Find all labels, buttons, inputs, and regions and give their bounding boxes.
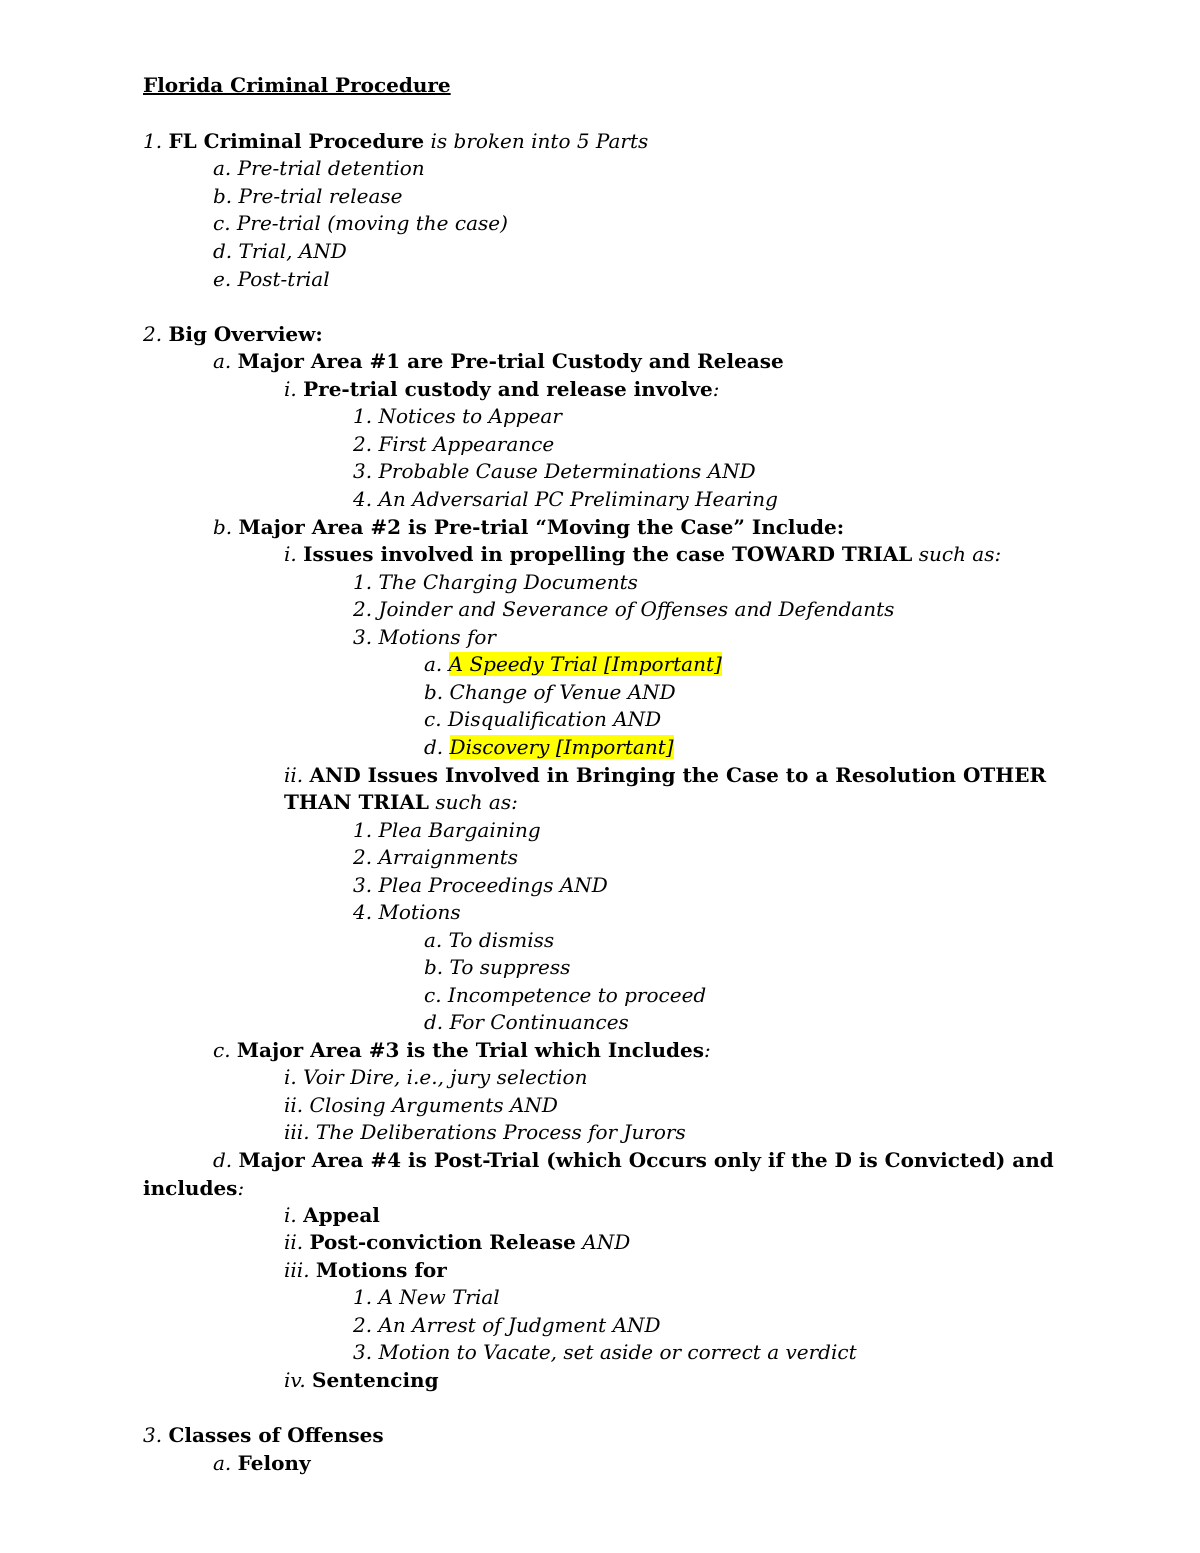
list-item: a. Felony — [213, 1451, 311, 1475]
list-item: 3. Plea Proceedings AND — [353, 873, 608, 897]
list-item: iii. The Deliberations Process for Jurors — [284, 1120, 686, 1144]
list-item: 2. An Arrest of Judgment AND — [353, 1313, 661, 1337]
section-2-heading: 2. Big Overview: — [143, 322, 323, 346]
document-title: Florida Criminal Procedure — [143, 73, 451, 97]
highlighted-text: A Speedy Trial [Important] — [448, 652, 722, 676]
list-item: 1. The Charging Documents — [353, 570, 638, 594]
list-item: d. For Continuances — [424, 1010, 629, 1034]
list-item: a. To dismiss — [424, 928, 555, 952]
list-item: 3. Motions for — [353, 625, 496, 649]
list-item: 1. A New Trial — [353, 1285, 500, 1309]
list-item: i. Issues involved in propelling the case TOWARD TRIAL such as: — [284, 542, 1002, 566]
list-item: e. Post-trial — [213, 267, 330, 291]
section-3-heading: 3. Classes of Offenses — [143, 1423, 384, 1447]
list-item: 4. An Adversarial PC Preliminary Hearing — [353, 487, 778, 511]
list-item: b. Change of Venue AND — [424, 680, 676, 704]
list-item: 2. Arraignments — [353, 845, 519, 869]
list-item: b. Pre-trial release — [213, 184, 403, 208]
major-area-1: a. Major Area #1 are Pre-trial Custody and Release — [213, 349, 784, 373]
list-item: c. Pre-trial (moving the case) — [213, 211, 508, 235]
list-item: ii. Post-conviction Release AND — [284, 1230, 631, 1254]
list-item: iii. Motions for — [284, 1258, 447, 1282]
list-item: c. Disqualification AND — [424, 707, 662, 731]
major-area-2: b. Major Area #2 is Pre-trial “Moving the Case” Include: — [213, 515, 845, 539]
list-item: 3. Probable Cause Determinations AND — [353, 459, 756, 483]
list-item: 2. Joinder and Severance of Offenses and Defendants — [353, 597, 895, 621]
section-1-heading: 1. FL Criminal Procedure is broken into 5 Parts — [143, 129, 649, 153]
list-item: ii. AND Issues Involved in Bringing the Case to a Resolution OTHER — [284, 763, 1047, 787]
list-item: iv. Sentencing — [284, 1368, 439, 1392]
list-item: d. Discovery [Important] — [424, 735, 674, 759]
list-item: a. A Speedy Trial [Important] — [424, 652, 722, 676]
list-item: 4. Motions — [353, 900, 461, 924]
list-item: 3. Motion to Vacate, set aside or correct a verdict — [353, 1340, 857, 1364]
list-item: i. Voir Dire, i.e., jury selection — [284, 1065, 588, 1089]
list-item-continuation: THAN TRIAL such as: — [284, 790, 518, 814]
highlighted-text: Discovery [Important] — [449, 735, 674, 759]
major-area-4-continuation: includes: — [143, 1176, 245, 1200]
major-area-3: c. Major Area #3 is the Trial which Includes: — [213, 1038, 711, 1062]
list-item: 2. First Appearance — [353, 432, 555, 456]
list-item: i. Pre-trial custody and release involve: — [284, 377, 720, 401]
list-item: c. Incompetence to proceed — [424, 983, 707, 1007]
major-area-4: d. Major Area #4 is Post-Trial (which Occurs only if the D is Convicted) and — [213, 1148, 1054, 1172]
list-item: a. Pre-trial detention — [213, 156, 425, 180]
list-item: b. To suppress — [424, 955, 571, 979]
list-item: ii. Closing Arguments AND — [284, 1093, 558, 1117]
list-item: 1. Plea Bargaining — [353, 818, 541, 842]
list-item: i. Appeal — [284, 1203, 380, 1227]
list-item: 1. Notices to Appear — [353, 404, 562, 428]
list-item: d. Trial, AND — [213, 239, 347, 263]
